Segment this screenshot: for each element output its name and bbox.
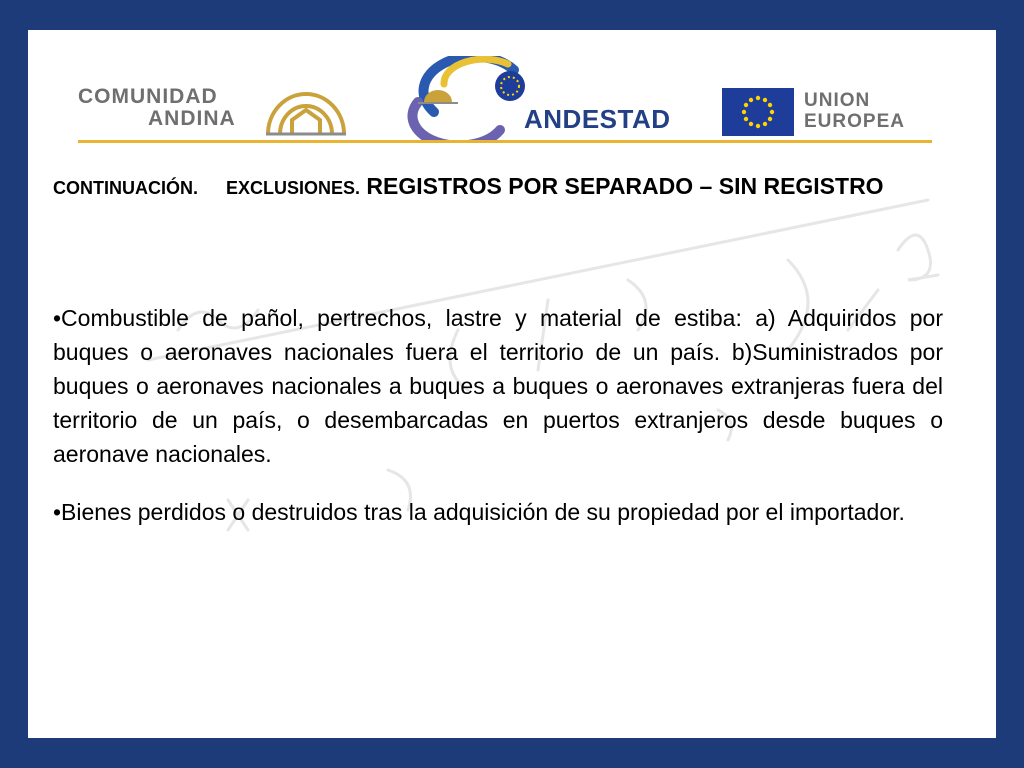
andestad-text: ANDESTAD	[524, 104, 671, 134]
comunidad-andina-logo	[78, 86, 358, 138]
union-europea-text	[804, 90, 905, 132]
title-continuacion: CONTINUACIÓN.	[53, 178, 198, 198]
comunidad-andina-text	[78, 86, 258, 130]
slide-title	[53, 168, 943, 207]
europea-text: EUROPEA	[804, 111, 905, 132]
slide	[28, 30, 996, 738]
header	[28, 30, 996, 148]
andestad-emblem-icon	[404, 56, 532, 140]
bullet-combustible: •Combustible de pañol, pertrechos, lastre y material de estiba: a) Adquiridos por buques o aeronaves nacionales fuera el territorio de un país. b)Suministrados por buques o aeronaves nacionales a buques a buques o aeronaves extranjeras fuera del territorio de un país, o desembarcadas en puertos extranjeros desde buques o aeronave nacionales.	[53, 305, 943, 467]
union-text: UNION	[804, 90, 871, 111]
title-registros: REGISTROS POR SEPARADO – SIN REGISTRO	[366, 173, 884, 199]
title-exclusiones: EXCLUSIONES.	[226, 178, 361, 198]
header-divider	[78, 140, 932, 143]
andean-emblem-icon	[264, 88, 348, 136]
bullet-bienes-perdidos: •Bienes perdidos o destruidos tras la adquisición de su propiedad por el importador.	[53, 499, 905, 525]
andina-text: ANDINA	[148, 107, 236, 130]
slide-content	[53, 168, 943, 529]
eu-flag-icon	[722, 88, 794, 136]
comunidad-text: COMUNIDAD	[78, 85, 218, 108]
